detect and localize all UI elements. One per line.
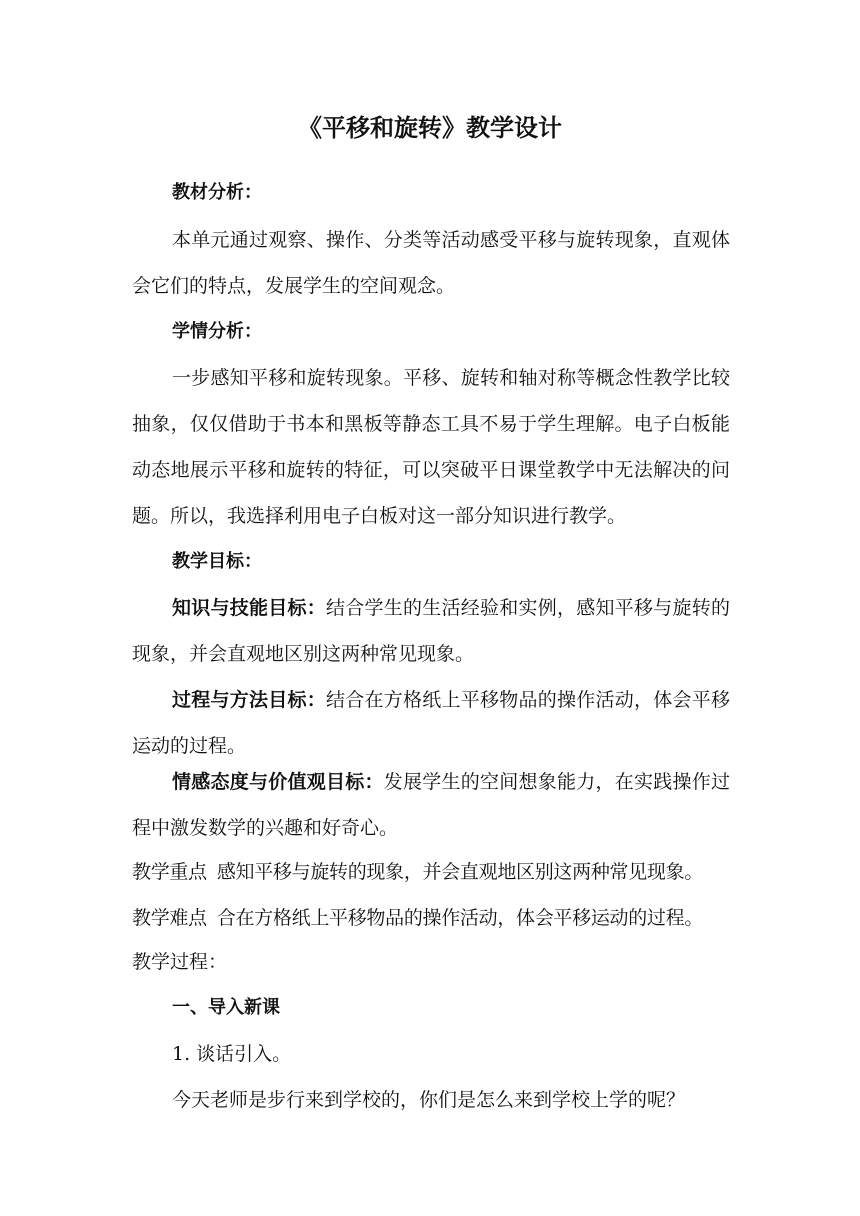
student-analysis-text: 一步感知平移和旋转现象。平移、旋转和轴对称等概念性教学比较抽象，仅仅借助于书本和黑板等静态工具不易于学生理解。电子白板能动态地展示平移和旋转的特征，可以突破平日课堂教学中无法解决的问题。所以，我选择利用电子白板对这一部分知识进行教学。	[132, 367, 730, 527]
difficulty	[132, 895, 730, 941]
process-heading: 教学过程：	[132, 951, 228, 973]
knowledge-goal-text: 结合学生的生活经验和实例，感知平移与旋转的现象，并会直观地区别这两种常见现象。	[132, 597, 730, 665]
emotion-goal-text: 发展学生的空间想象能力，在实践操作过程中激发数学的兴趣和好奇心。	[132, 771, 730, 839]
process-goal	[132, 677, 730, 769]
step-1: 1. 谈话引入。	[172, 1043, 292, 1065]
section-1-heading: 一、导入新课	[172, 997, 280, 1018]
goals-heading: 教学目标：	[172, 551, 262, 572]
step-1-text: 今天老师是步行来到学校的，你们是怎么来到学校上学的呢？	[172, 1089, 686, 1111]
knowledge-goal-label: 知识与技能目标：	[172, 597, 326, 619]
key-point-text: 感知平移与旋转的现象，并会直观地区别这两种常见现象。	[216, 861, 704, 883]
key-point	[132, 849, 730, 895]
document-title: 《平移和旋转》教学设计	[298, 114, 562, 142]
material-analysis-heading: 教材分析：	[172, 182, 262, 203]
emotion-goal	[132, 759, 730, 851]
student-analysis-heading: 学情分析：	[172, 321, 262, 342]
difficulty-text: 合在方格纸上平移物品的操作活动，体会平移运动的过程。	[216, 907, 704, 929]
process-goal-label: 过程与方法目标：	[172, 689, 326, 711]
difficulty-label: 教学难点	[132, 907, 207, 929]
key-point-label: 教学重点	[132, 861, 207, 883]
knowledge-goal	[132, 585, 730, 677]
process-goal-text: 结合在方格纸上平移物品的操作活动，体会平移运动的过程。	[132, 689, 730, 757]
emotion-goal-label: 情感态度与价值观目标：	[172, 771, 384, 793]
material-analysis-text: 本单元通过观察、操作、分类等活动感受平移与旋转现象，直观体会它们的特点，发展学生的空间观念。	[132, 229, 730, 297]
